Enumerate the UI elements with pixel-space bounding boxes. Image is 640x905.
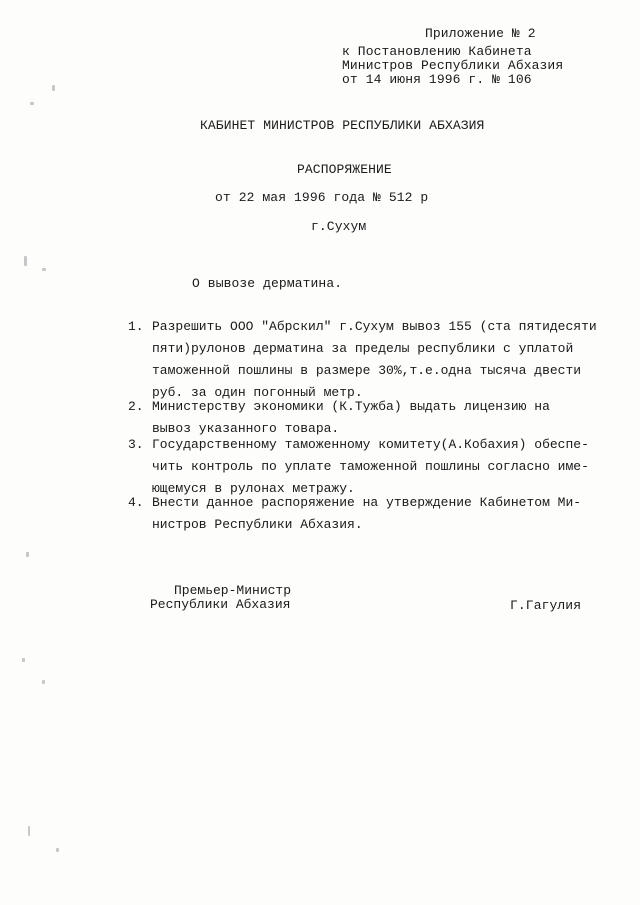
item-line: чить контроль по уплате таможенной пошлины согласно име- [152, 459, 589, 474]
document-title: РАСПОРЯЖЕНИЕ [297, 162, 392, 177]
scan-speck [24, 256, 27, 266]
annex-line: Министров Республики Абхазия [342, 58, 564, 73]
scan-speck [22, 658, 25, 662]
scan-speck [52, 85, 55, 91]
annex-line: от 14 июня 1996 г. № 106 [342, 72, 532, 87]
item-line: Государственному таможенному комитету(А.Кобахия) обеспе- [152, 437, 589, 452]
item-line: Разрешить ООО "Абрскил" г.Сухум вывоз 155 (ста пятидесяти [152, 319, 597, 334]
item-line: таможенной пошлины в размере 30%,т.е.одна тысяча двести [152, 363, 582, 378]
scan-speck [30, 102, 34, 105]
item-number: 4. [128, 495, 144, 510]
item-line: пяти)рулонов дерматина за пределы республики с уплатой [152, 341, 574, 356]
annex-line: к Постановлению Кабинета [342, 44, 532, 59]
document-city: г.Сухум [311, 219, 367, 234]
item-number: 3. [128, 437, 144, 452]
item-line: руб. за один погонный метр. [152, 385, 363, 400]
item-number: 2. [128, 399, 144, 414]
scan-speck [42, 268, 46, 271]
item-line: Внести данное распоряжение на утверждение Кабинетом Ми- [152, 495, 582, 510]
scan-speck [56, 848, 59, 852]
scan-speck [28, 826, 30, 836]
item-line: Министерству экономики (К.Тужба) выдать лицензию на [152, 399, 550, 414]
cabinet-heading: КАБИНЕТ МИНИСТРОВ РЕСПУБЛИКИ АБХАЗИЯ [200, 118, 485, 133]
document-subject: О вывозе дерматина. [192, 276, 343, 291]
appendix-number: Приложение № 2 [425, 26, 536, 41]
signatory-organization: Республики Абхазия [150, 597, 291, 612]
item-line: нистров Республики Абхазия. [152, 517, 363, 532]
signatory-role: Премьер-Министр [174, 583, 292, 598]
item-line: вывоз указанного товара. [152, 421, 340, 436]
signatory-name: Г.Гагулия [510, 598, 582, 613]
scan-speck [42, 680, 45, 684]
signature-block [150, 584, 291, 612]
scan-speck [26, 552, 29, 557]
item-number: 1. [128, 319, 144, 334]
document-date: от 22 мая 1996 года № 512 р [215, 190, 429, 205]
item-line: ющемуся в рулонах метражу. [152, 481, 355, 496]
